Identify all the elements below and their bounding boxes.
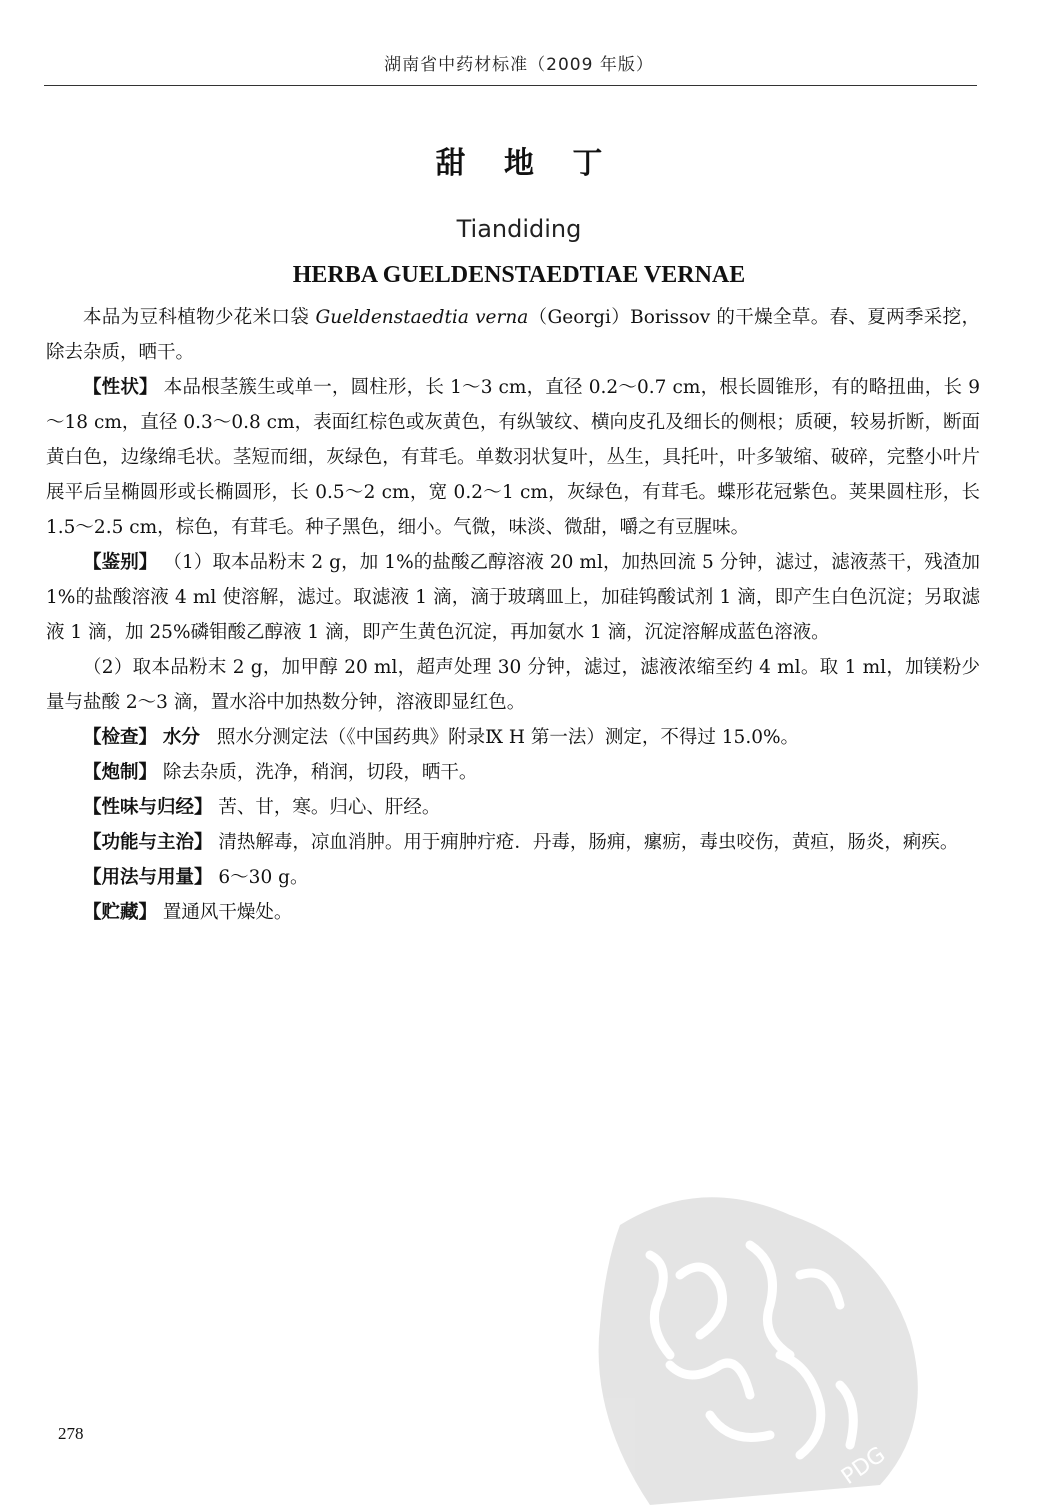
section-jianbie-2 [46,650,980,720]
section-label: 【性味与归经】 [83,797,213,818]
section-label: 【用法与用量】 [83,867,213,888]
section-yongfa [46,860,980,895]
section-text: 照水分测定法（《中国药典》附录Ⅸ H 第一法）测定，不得过 15.0%。 [216,727,800,748]
section-text: 清热解毒，凉血消肿。用于痈肿疔疮．丹毒，肠痈，瘰疬，毒虫咬伤，黄疸，肠炎，痢疾。 [218,832,959,853]
section-text: 置通风干燥处。 [162,902,293,923]
species-name: Gueldenstaedtia verna [315,307,529,328]
section-sublabel: 水分 [162,727,200,748]
section-jianbie [46,545,980,650]
section-label: 【贮藏】 [83,902,158,923]
page-number: 278 [58,1424,84,1443]
section-text: （2）取本品粉末 2 g，加甲醇 20 ml，超声处理 30 分钟，滤过，滤液浓缩至约 4 ml。取 1 ml，加镁粉少量与盐酸 2～3 滴，置水浴中加热数分钟，溶液即显红色。 [46,657,980,713]
section-text: （1）取本品粉末 2 g，加 1%的盐酸乙醇溶液 20 ml，加热回流 5 分钟，滤过，滤液蒸干，残渣加 1%的盐酸溶液 4 ml 使溶解，滤过。取滤液 1 滴，滴于玻璃皿上，加硅钨酸试剂 1 滴，即产生白色沉淀；另取滤液 1 滴，加 25%磷钼酸乙醇液 1 滴，即产生黄色沉淀，再加氨水 1 滴，沉淀溶解成蓝色溶液。 [46,552,980,643]
section-xingwei [46,790,980,825]
section-jiancha [46,720,980,755]
intro-paragraph [46,300,980,370]
latin-name: HERBA GUELDENSTAEDTIAE VERNAE [292,262,746,288]
section-label: 【炮制】 [83,762,158,783]
intro-pre: 本品为豆科植物少花米口袋 [83,307,316,328]
section-label: 【功能与主治】 [83,832,213,853]
section-xingzhuang [46,370,980,545]
intro-post: （Georgi）Borissov 的干燥全草。春、夏两季采挖，除去杂质，晒干。 [46,307,980,363]
running-header: 湖南省中药材标准（2009 年版） [384,55,654,75]
section-text: 苦、甘，寒。归心、肝经。 [218,797,441,818]
section-text: 除去杂质，洗净，稍润，切段，晒干。 [162,762,478,783]
section-text: 本品根茎簇生或单一，圆柱形，长 1～3 cm，直径 0.2～0.7 cm，根长圆锥形，有的略扭曲，长 9～18 cm，直径 0.3～0.8 cm，表面红棕色或灰黄色，有纵皱纹、横向皮孔及细长的侧根；质硬，较易折断，断面黄白色，边缘绵毛状。茎短而细，灰绿色，有茸毛。单数羽状复叶，丛生，具托叶，叶多皱缩、破碎，完整小叶片展平后呈椭圆形或长椭圆形，长 0.5～2 cm，宽 0.2～1 cm，灰绿色，有茸毛。蝶形花冠紫色。荚果圆柱形，长 1.5～2.5 cm，棕色，有茸毛。种子黑色，细小。气微，味淡、微甜，嚼之有豆腥味。 [46,377,980,538]
section-paozhi [46,755,980,790]
monograph-body [46,300,980,930]
section-label: 【鉴别】 [83,552,158,573]
section-label: 【性状】 [83,377,158,398]
section-text: 6～30 g。 [218,867,309,888]
section-label: 【检查】 [83,727,158,748]
page-title: 甜 地 丁 [435,146,617,181]
section-zhucang [46,895,980,930]
pinyin-name: Tiandiding [456,215,582,243]
stamp-text: PDG [837,1442,891,1490]
library-stamp-watermark [580,1185,940,1505]
header-rule [44,85,977,86]
section-gongneng [46,825,980,860]
